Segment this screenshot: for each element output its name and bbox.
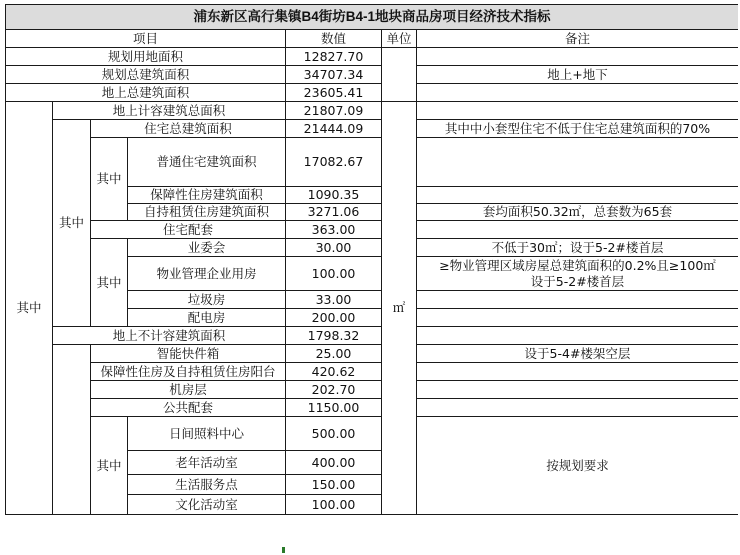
item-cell[interactable]: 日间照料中心 (128, 417, 286, 451)
table-row (6, 239, 739, 257)
item-cell[interactable]: 地上总建筑面积 (6, 84, 286, 102)
value-cell[interactable]: 100.00 (286, 495, 382, 515)
value-cell[interactable]: 1090.35 (286, 187, 382, 204)
table-row (6, 417, 739, 451)
table-row (6, 363, 739, 381)
value-cell[interactable]: 30.00 (286, 239, 382, 257)
item-cell[interactable]: 公共配套 (91, 399, 286, 417)
note-cell[interactable] (417, 102, 739, 120)
note-cell[interactable]: 地上+地下 (417, 66, 739, 84)
table-row (6, 48, 739, 66)
item-cell[interactable]: 配电房 (128, 309, 286, 327)
note-cell[interactable]: 设于5-4#楼架空层 (417, 345, 739, 363)
item-cell[interactable]: 自持租赁住房建筑面积 (128, 204, 286, 221)
fill-handle[interactable] (282, 547, 285, 553)
value-cell[interactable]: 1150.00 (286, 399, 382, 417)
value-cell[interactable]: 500.00 (286, 417, 382, 451)
qizhong-label-public[interactable]: 其中 (91, 417, 128, 515)
item-cell[interactable]: 机房层 (91, 381, 286, 399)
note-cell[interactable] (417, 363, 739, 381)
value-cell[interactable]: 420.62 (286, 363, 382, 381)
value-cell[interactable]: 25.00 (286, 345, 382, 363)
header-value[interactable]: 数值 (286, 30, 382, 48)
note-cell[interactable] (417, 48, 739, 66)
table-row (6, 399, 739, 417)
note-line: ≥物业管理区域房屋总建筑面积的0.2%且≥100㎡ (439, 258, 716, 274)
table-title[interactable]: 浦东新区高行集镇B4街坊B4-1地块商品房项目经济技术指标 (6, 5, 739, 30)
note-cell[interactable]: 不低于30㎡；设于5-2#楼首层 (417, 239, 739, 257)
value-cell[interactable]: 21444.09 (286, 120, 382, 138)
item-cell[interactable]: 老年活动室 (128, 451, 286, 475)
value-cell[interactable]: 34707.34 (286, 66, 382, 84)
qizhong-label-level3-supporting[interactable]: 其中 (91, 239, 128, 327)
qizhong-label-level3-residential[interactable]: 其中 (91, 138, 128, 221)
value-cell[interactable]: 1798.32 (286, 327, 382, 345)
qizhong-label-level2[interactable]: 其中 (53, 120, 91, 327)
header-row (6, 30, 739, 48)
note-cell[interactable] (417, 84, 739, 102)
value-cell[interactable]: 23605.41 (286, 84, 382, 102)
table-row (6, 66, 739, 84)
table-row (6, 102, 739, 120)
item-cell[interactable]: 物业管理企业用房 (128, 257, 286, 291)
item-cell[interactable]: 文化活动室 (128, 495, 286, 515)
value-cell[interactable]: 202.70 (286, 381, 382, 399)
table-row (6, 381, 739, 399)
item-cell[interactable]: 生活服务点 (128, 475, 286, 495)
title-row (6, 5, 739, 30)
value-cell[interactable]: 21807.09 (286, 102, 382, 120)
value-cell[interactable]: 400.00 (286, 451, 382, 475)
value-cell[interactable]: 150.00 (286, 475, 382, 495)
note-cell[interactable] (417, 257, 739, 291)
qizhong-label-outer[interactable]: 其中 (6, 102, 53, 515)
item-cell[interactable]: 住宅配套 (91, 221, 286, 239)
note-cell[interactable] (417, 187, 739, 204)
header-item[interactable]: 项目 (6, 30, 286, 48)
note-cell[interactable] (417, 327, 739, 345)
item-cell[interactable]: 垃圾房 (128, 291, 286, 309)
value-cell[interactable]: 12827.70 (286, 48, 382, 66)
item-cell[interactable]: 保障性住房及自持租赁住房阳台 (91, 363, 286, 381)
header-note[interactable]: 备注 (417, 30, 739, 48)
item-cell[interactable]: 普通住宅建筑面积 (128, 138, 286, 187)
table-row (6, 221, 739, 239)
table-row (6, 327, 739, 345)
note-cell[interactable] (417, 381, 739, 399)
spreadsheet (5, 4, 738, 555)
item-cell[interactable]: 住宅总建筑面积 (91, 120, 286, 138)
note-line: 设于5-2#楼首层 (530, 273, 625, 289)
indicator-table (5, 4, 738, 515)
unit-cell-m2[interactable]: ㎡ (382, 102, 417, 515)
note-cell[interactable]: 按规划要求 (417, 417, 739, 515)
note-cell[interactable]: 套均面积50.32㎡，总套数为65套 (417, 204, 739, 221)
value-cell[interactable]: 17082.67 (286, 138, 382, 187)
item-cell[interactable]: 业委会 (128, 239, 286, 257)
item-cell[interactable]: 保障性住房建筑面积 (128, 187, 286, 204)
header-unit[interactable]: 单位 (382, 30, 417, 48)
item-cell[interactable]: 规划总建筑面积 (6, 66, 286, 84)
unit-cell[interactable] (382, 48, 417, 102)
note-cell[interactable]: 其中中小套型住宅不低于住宅总建筑面积的70% (417, 120, 739, 138)
value-cell[interactable]: 363.00 (286, 221, 382, 239)
value-cell[interactable]: 200.00 (286, 309, 382, 327)
table-row (6, 120, 739, 138)
note-cell[interactable] (417, 291, 739, 309)
note-cell[interactable] (417, 138, 739, 187)
note-cell[interactable] (417, 309, 739, 327)
item-cell[interactable]: 地上计容建筑总面积 (53, 102, 286, 120)
table-row (6, 138, 739, 187)
note-cell[interactable] (417, 221, 739, 239)
note-cell[interactable] (417, 399, 739, 417)
value-cell[interactable]: 33.00 (286, 291, 382, 309)
value-cell[interactable]: 3271.06 (286, 204, 382, 221)
value-cell[interactable]: 100.00 (286, 257, 382, 291)
qizhong-label-noncounted[interactable] (53, 345, 91, 515)
table-row (6, 84, 739, 102)
item-cell[interactable]: 地上不计容建筑面积 (53, 327, 286, 345)
item-cell[interactable]: 智能快件箱 (91, 345, 286, 363)
table-row (6, 345, 739, 363)
item-cell[interactable]: 规划用地面积 (6, 48, 286, 66)
